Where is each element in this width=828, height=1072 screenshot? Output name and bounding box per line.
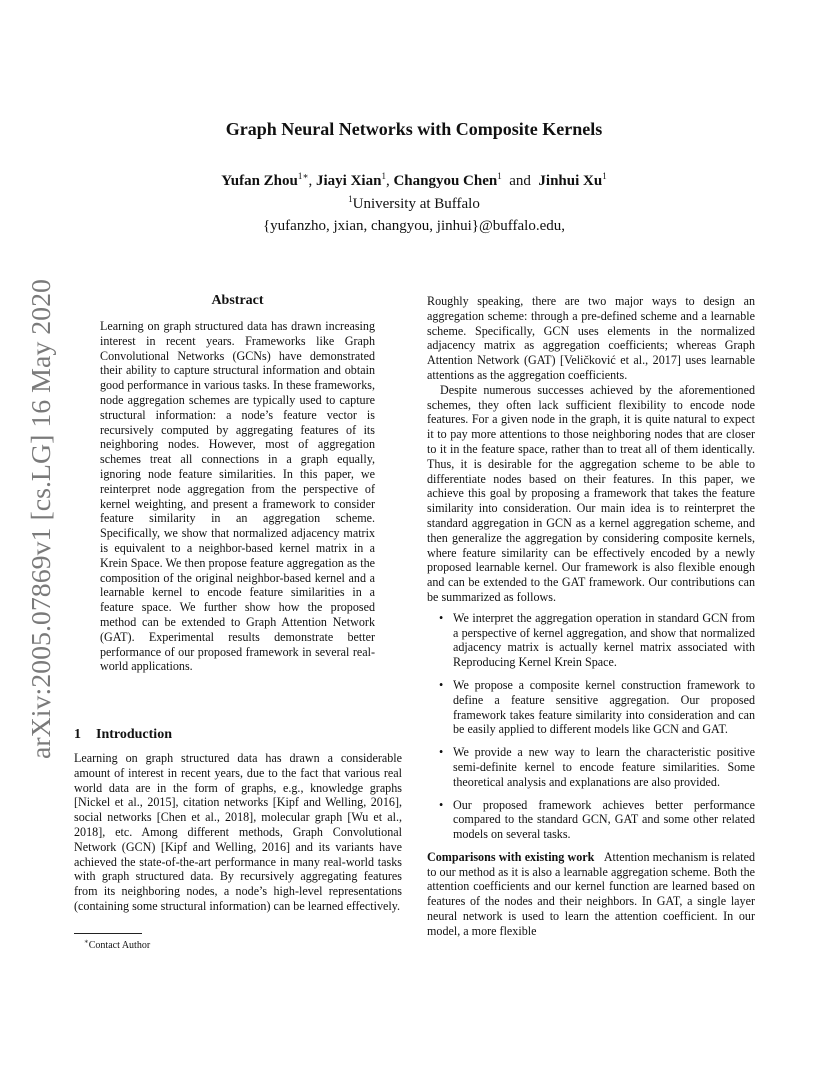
section-title: Introduction (96, 727, 172, 742)
affiliation-sup: 1 (348, 194, 353, 204)
footnote-rule (74, 933, 142, 934)
footnote (84, 937, 151, 951)
arxiv-side-stamp (6, 275, 66, 765)
bullet-icon: • (439, 745, 444, 760)
author-sep: , (385, 173, 390, 189)
author-emails: {yufanzho, jxian, changyou, jinhui}@buffalo.edu, (262, 218, 566, 234)
abstract-text: Learning on graph structured data has drawn increasing interest in recent years. Frameworks like Graph Convolutional Networks (GCNs) have demonstrated their ability to capture structural information and obtain good performance in various tasks. In these frameworks, node aggregation schemes are typically used to capture structural information: a node’s feature vector is recursively computed by aggregating features of its neighboring nodes. However, most of aggregation schemes treat all connections in a graph equally, ignoring node feature similarities. In this paper, we reinterpret node aggregation from the perspective of kernel weighting, and present a framework to consider feature similarity in an aggregation scheme. Specifically, we show that normalized adjacency matrix is equivalent to a neighbor-based kernel matrix in a Krein Space. We then propose feature aggregation as the composition of the original neighbor-based kernel and a learnable kernel to encode feature similarities in a feature space. We further show how the proposed method can be extended to Graph Attention Network (GAT). Experimental results demonstrate better performance of our proposed framework in several real-world applications. (100, 319, 375, 674)
paper-title: Graph Neural Networks with Composite Kernels (225, 119, 603, 139)
author-sup: 1 (381, 171, 386, 181)
contribution-list (427, 611, 755, 842)
author-line (0, 173, 828, 190)
list-item-text: Our proposed framework achieves better performance compared to the standard GCN, GAT and some other related models on several tasks. (453, 797, 755, 842)
footnote-mark: ∗ (84, 937, 89, 946)
footnote-text: Contact Author (88, 940, 151, 951)
right-column (427, 294, 755, 939)
list-item (427, 798, 755, 842)
list-item-text: We provide a new way to learn the characteristic positive semi-definite kernel to encode feature similarities. Some theoretical analysis and explanations are also provided. (453, 745, 755, 789)
list-item (427, 678, 755, 737)
abstract-heading: Abstract (211, 293, 264, 308)
bullet-icon: • (439, 610, 444, 625)
list-item (427, 611, 755, 670)
paragraph-text: Attention mechanism is related to our method as it is also a learnable aggregation scheme. Both the attention coefficients and our kernel function are learned based on features of the nodes and their neighbors. In GAT, a single layer neural network is used to learn the attention coefficient. In our model, a more flexible (427, 849, 755, 938)
arxiv-stamp-text: arXiv:2005.07869v1 [cs.LG] 16 May 2020 (26, 294, 56, 759)
paragraph: Despite numerous successes achieved by the aforementioned schemes, they often lack sufficient flexibility to encode node features. For a given node in the graph, it is quite natural to expect it to pay more attentions to those neighboring nodes that are closer to it in the feature space, rather than to treat all of them identically. Thus, it is desirable for the aggregation scheme to be able to differentiate nodes based on their features. In this paper, we achieve this goal by proposing a framework that takes the feature similarity into consideration. Our main idea is to reinterpret the standard aggregation in GCN as a kernel aggregation scheme, and then generalize the aggregation by considering composite kernels, where feature similarity can be effectively encoded by a newly proposed learnable kernel. Our framework is also flexible enough and can be extended to the GAT framework. Our contributions can be summarized as follows. (427, 382, 755, 604)
author-name: Jiayi Xian (316, 173, 382, 189)
list-item-text: We propose a composite kernel construction framework to define a feature sensitive aggregation. Our proposed framework takes feature similarity into consideration and can be easily applied to different models like GCN and GAT. (453, 677, 755, 737)
author-sup: 1 (497, 171, 502, 181)
author-sep: , (308, 173, 313, 189)
paragraph: Roughly speaking, there are two major ways to design an aggregation scheme: through a pre-defined scheme and a learnable scheme. Specifically, GCN uses elements in the normalized adjacency matrix as aggregation coefficients; whereas Graph Attention Network (GAT) [Veličković et al., 2017] uses learnable attentions as the aggregation coefficients. (427, 294, 755, 382)
author-name: Changyou Chen (393, 173, 498, 189)
bullet-icon: • (439, 797, 444, 812)
intro-text: Learning on graph structured data has drawn a considerable amount of interest in recent years, due to the fact that various real world data are in the form of graphs, e.g., knowledge graphs [Nickel et al., 2015], citation networks [Kipf and Welling, 2016], social networks [Chen et al., 2018], molecular graph [Wu et al., 2018], etc. Among different methods, Graph Convolutional Network (GCN) [Kipf and Welling, 2016] and its variants have achieved the state-of-the-art performance in many real-world tasks with graph structured data. By recursively aggregating features from its neighboring nodes, a node’s high-level representations (containing some structural information) can be learned effectively. (74, 751, 402, 913)
paragraph-heading: Comparisons with existing work (427, 849, 595, 864)
author-sup: 1 (602, 171, 607, 181)
author-and: and (509, 173, 531, 189)
paragraph (427, 850, 755, 939)
list-item-text: We interpret the aggregation operation in standard GCN from a perspective of kernel aggregation, and show that normalized adjacency matrix is actually kernel matrix associated with Reproducing Kernel Krein Space. (453, 610, 755, 670)
intro-heading (74, 727, 172, 743)
author-name: Yufan Zhou (221, 173, 298, 189)
author-sup: 1∗ (297, 171, 309, 181)
list-item (427, 745, 755, 789)
affiliation (0, 196, 828, 213)
author-name: Jinhui Xu (538, 173, 603, 189)
section-number: 1 (74, 727, 81, 742)
affiliation-text: University at Buffalo (352, 196, 480, 212)
bullet-icon: • (439, 677, 444, 692)
